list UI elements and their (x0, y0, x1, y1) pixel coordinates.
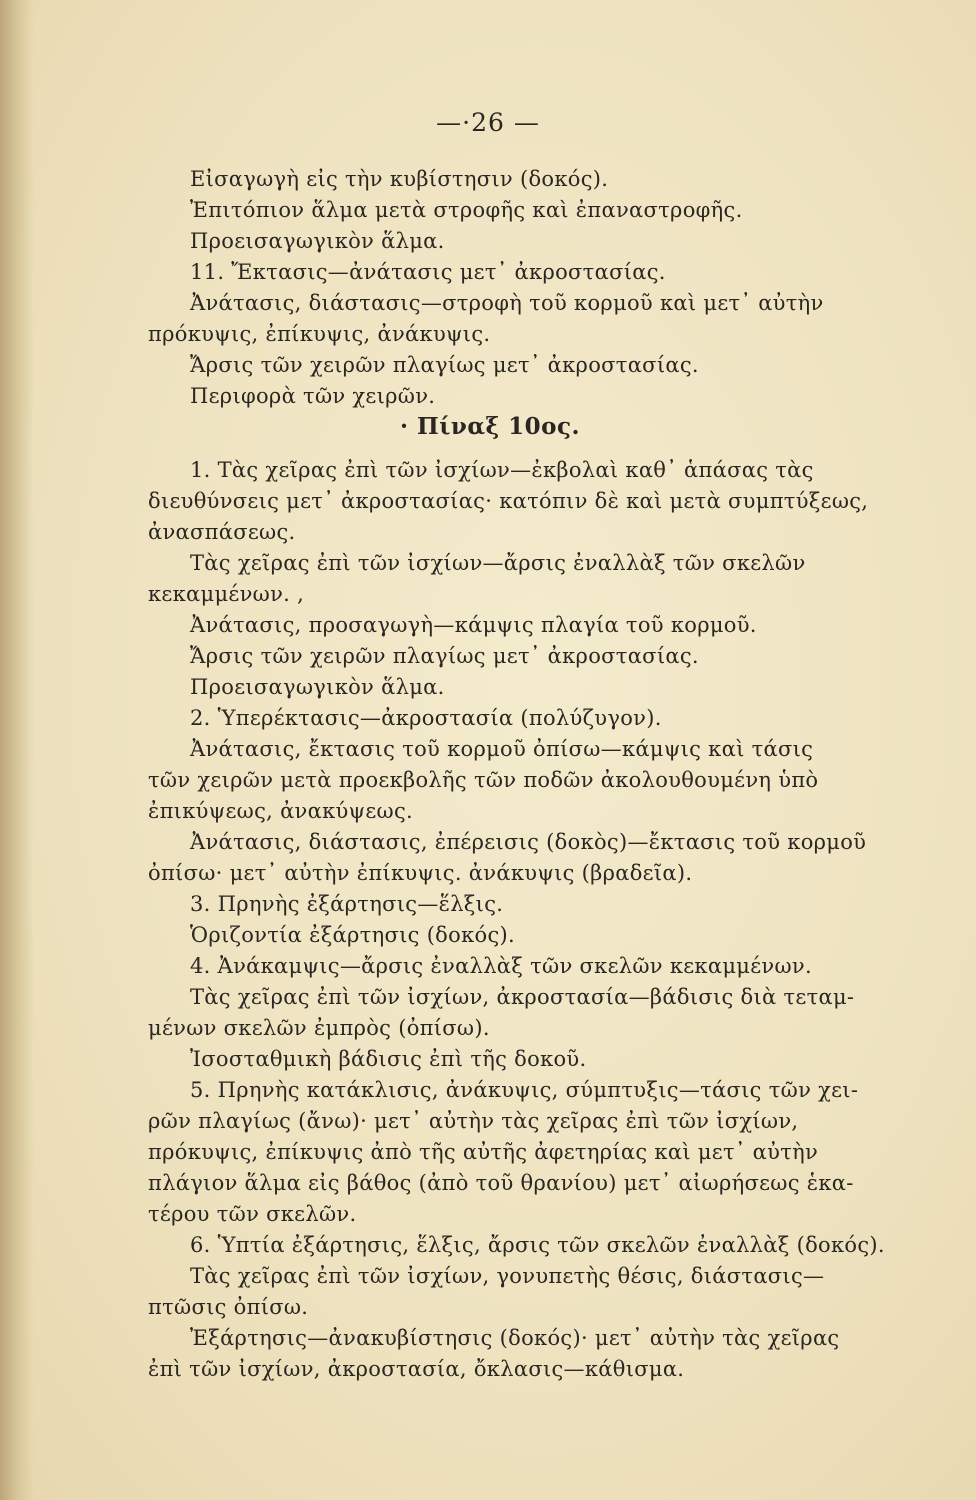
text-line: Εἰσαγωγὴ εἰς τὴν κυβίστησιν (δοκός). (190, 167, 609, 191)
text-line: Ἀνάτασις, προσαγωγὴ—κάμψις πλαγία τοῦ κορμοῦ. (190, 613, 757, 637)
text-line: 11. Ἔκτασις—ἀνάτασις μετ᾿ ἀκροστασίας. (190, 260, 666, 284)
text-line: ἀνασπάσεως. (148, 520, 296, 544)
text-line: ρῶν πλαγίως (ἄνω)· μετ᾿ αὐτὴν τὰς χεῖρας ἐπὶ τῶν ἰσχίων, (148, 1109, 799, 1133)
text-line: Ἰσοσταθμικὴ βάδισις ἐπὶ τῆς δοκοῦ. (190, 1047, 587, 1071)
text-line: Ἐξάρτησις—ἀνακυβίστησις (δοκός)· μετ᾿ αὐτὴν τὰς χεῖρας (190, 1326, 840, 1350)
text-line: 2. Ὑπερέκτασις—ἀκροστασία (πολύζυγον). (190, 706, 662, 730)
text-line: τέρου τῶν σκελῶν. (148, 1202, 357, 1226)
text-line: Ἄρσις τῶν χειρῶν πλαγίως μετ᾿ ἀκροστασίας. (190, 644, 699, 668)
binding-gutter (0, 0, 34, 1500)
text-line: διευθύνσεις μετ᾿ ἀκροστασίας· κατόπιν δὲ καὶ μετὰ συμπτύξεως, (148, 489, 869, 513)
text-line: πτῶσις ὀπίσω. (148, 1295, 309, 1319)
text-line: Ἀνάτασις, ἔκτασις τοῦ κορμοῦ ὀπίσω—κάμψις καὶ τάσις (190, 737, 814, 761)
text-line: Τὰς χεῖρας ἐπὶ τῶν ἰσχίων—ἄρσις ἐναλλὰξ τῶν σκελῶν (190, 551, 806, 575)
text-line: Ἄρσις τῶν χειρῶν πλαγίως μετ᾿ ἀκροστασίας. (190, 353, 699, 377)
section-heading: · Πίναξ 10ος. (400, 413, 581, 440)
text-line: ἐπὶ τῶν ἰσχίων, ἀκροστασία, ὄκλασις—κάθισμα. (148, 1357, 685, 1381)
text-line: κεκαμμένων. , (148, 582, 305, 606)
text-line: Προεισαγωγικὸν ἅλμα. (190, 229, 445, 253)
text-line: Ἀνάτασις, διάστασις, ἐπέρεισις (δοκὸς)—ἔκτασις τοῦ κορμοῦ (190, 830, 867, 854)
text-line: 6. Ὑπτία ἐξάρτησις, ἕλξις, ἄρσις τῶν σκελῶν ἐναλλὰξ (δοκός). (190, 1233, 885, 1257)
text-line: πρόκυψις, ἐπίκυψις, ἀνάκυψις. (148, 322, 491, 346)
text-line: τῶν χειρῶν μετὰ προεκβολῆς τῶν ποδῶν ἀκολουθουμένη ὑπὸ (148, 768, 819, 792)
text-line: Προεισαγωγικὸν ἅλμα. (190, 675, 445, 699)
text-line: Ἐπιτόπιον ἅλμα μετὰ στροφῆς καὶ ἐπαναστροφῆς. (190, 198, 743, 222)
text-line: ὀπίσω· μετ᾿ αὐτὴν ἐπίκυψις. ἀνάκυψις (βραδεῖα). (148, 861, 693, 885)
text-line: πρόκυψις, ἐπίκυψις ἀπὸ τῆς αὐτῆς ἀφετηρίας καὶ μετ᾿ αὐτὴν (148, 1140, 819, 1164)
text-line: Τὰς χεῖρας ἐπὶ τῶν ἰσχίων, γονυπετὴς θέσις, διάστασις— (190, 1264, 825, 1288)
text-line: 5. Πρηνὴς κατάκλισις, ἀνάκυψις, σύμπτυξις—τάσις τῶν χει- (190, 1078, 859, 1102)
text-line: ἐπικύψεως, ἀνακύψεως. (148, 799, 414, 823)
text-line: Ἀνάτασις, διάστασις—στροφὴ τοῦ κορμοῦ καὶ μετ᾿ αὐτὴν (190, 291, 824, 315)
text-line: 4. Ἀνάκαμψις—ἄρσις ἐναλλὰξ τῶν σκελῶν κεκαμμένων. (190, 954, 812, 978)
text-line: 1. Τὰς χεῖρας ἐπὶ τῶν ἰσχίων—ἐκβολαὶ καθ᾿ ἁπάσας τὰς (190, 458, 814, 482)
text-line: μένων σκελῶν ἐμπρὸς (ὀπίσω). (148, 1016, 490, 1040)
text-line: Περιφορὰ τῶν χειρῶν. (190, 384, 436, 408)
text-line: Τὰς χεῖρας ἐπὶ τῶν ἰσχίων, ἀκροστασία—βάδισις διὰ τεταμ- (190, 985, 855, 1009)
text-line: 3. Πρηνὴς ἐξάρτησις—ἕλξις. (190, 892, 504, 916)
page-number: —·26 — (436, 108, 540, 137)
text-line: Ὁριζοντία ἐξάρτησις (δοκός). (190, 923, 515, 947)
text-line: πλάγιον ἅλμα εἰς βάθος (ἀπὸ τοῦ θρανίου) μετ᾿ αἰωρήσεως ἑκα- (148, 1171, 854, 1195)
